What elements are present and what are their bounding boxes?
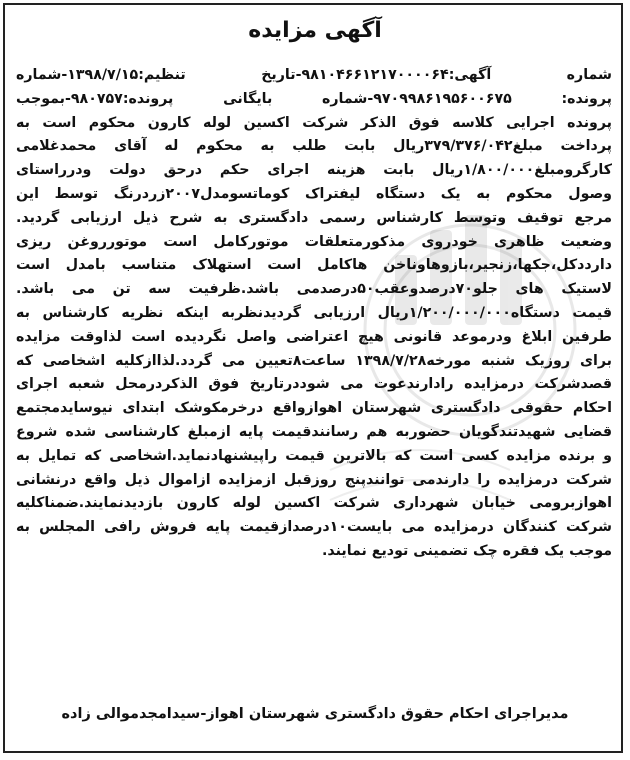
- notice-line: وضعیت ظاهری خودروی مذکورمتعلقات موتورکامل است موتورروغن ریزی: [16, 233, 612, 250]
- notice-signature: مدیراجرای احکام حقوق دادگستری شهرستان اهواز-سیدامجدموالی زاده: [61, 706, 569, 722]
- notice-line: شماره آگهی:۹۸۱۰۴۶۶۱۲۱۷۰۰۰۰۶۴-تاریخ تنظیم:۱۳۹۸/۷/۱۵-شماره: [16, 67, 612, 83]
- notice-line: وصول محکوم به یک دستگاه لیفتراک کوماتسومدل۲۰۰۷زردرنگ توسط این: [16, 185, 612, 202]
- notice-line: پرونده اجرایی کلاسه فوق الذکر شرکت اکسین لوله کارون محکوم است به: [16, 114, 612, 131]
- notice-line: دارددکل،جکها،زنجیر،بازوهاوناخن هاکامل است استهلاک متناسب بامدل است: [16, 257, 612, 274]
- notice-line: و برنده مزایده کسی است که بالاترین قیمت راپیشنهادنماید.اشخاصی که تمایل به: [16, 447, 612, 464]
- notice-line: قیمت دستگاه۱/۲۰۰/۰۰۰/۰۰۰ریال ارزیابی گردیدنظربه اینکه نظریه کارشناس به: [16, 304, 612, 321]
- notice-line: اهوازبرومی خیابان شهرداری شرکت اکسین لوله کارون بازدیدنمایند.ضمناکلیه: [16, 495, 612, 512]
- notice-line: پرونده: ۹۷۰۹۹۸۶۱۹۵۶۰۰۶۷۵-شماره بایگانی پرونده:۹۸۰۷۵۷-بموجب: [16, 90, 612, 107]
- notice-line: شرکت درمزایده را دارندمی توانندپنج روزقبل ازمزایده ازاموال ذیل واقع درنشانی: [16, 471, 612, 488]
- notice-line: برای روزیک شنبه مورخه۱۳۹۸/۷/۲۸ ساعت۸تعیین می گردد.لذاازکلیه اشخاصی که: [16, 352, 612, 369]
- notice-title: آگهی مزایده: [248, 18, 382, 43]
- notice-line: مرجع توقیف وتوسط کارشناس رسمی دادگستری به شرح ذیل ارزیابی گردید.: [16, 209, 612, 226]
- notice-body: [16, 64, 612, 564]
- notice-line: کارگرومبلغ۱/۸۰۰/۰۰۰ریال بابت هزینه اجرای حکم درحق دولت ودرراستای: [16, 162, 612, 179]
- notice-line: موجب یک فقره چک تضمینی تودیع نمایند.: [321, 542, 612, 559]
- notice-line: احکام حقوقی دادگستری شهرستان اهوازواقع درخرمکوشک ابتدای نیوسایدمجتمع: [16, 400, 612, 417]
- notice-line: پرداخت مبلغ۳۷۹/۳۷۶/۰۴۲ریال بابت طلب به محکوم له آقای محمدغلامی: [16, 138, 612, 155]
- notice-line: لاستیک های جلو۷۰درصدوعقب۵۰درصدمی باشد.ظرفیت سه تن می باشد.: [16, 281, 612, 298]
- notice-line: قضایی شهیدتندگویان حضوربه هم رسانندقیمت پایه ازمبلغ کارشناسی شده شروع: [16, 423, 612, 440]
- notice-line: طرفین ابلاغ ودرموعد قانونی هیچ اعتراضی واصل نگردیده است لذاوقت مزایده: [16, 328, 612, 345]
- notice-line: قصدشرکت درمزایده رادارندعوت می شوددرتاریخ فوق الذکردرمحل شعبه اجرای: [16, 376, 612, 393]
- notice-line: شرکت کنندگان درمزایده می بایست۱۰درصدازقیمت پایه فروش رافی المجلس به: [16, 519, 612, 536]
